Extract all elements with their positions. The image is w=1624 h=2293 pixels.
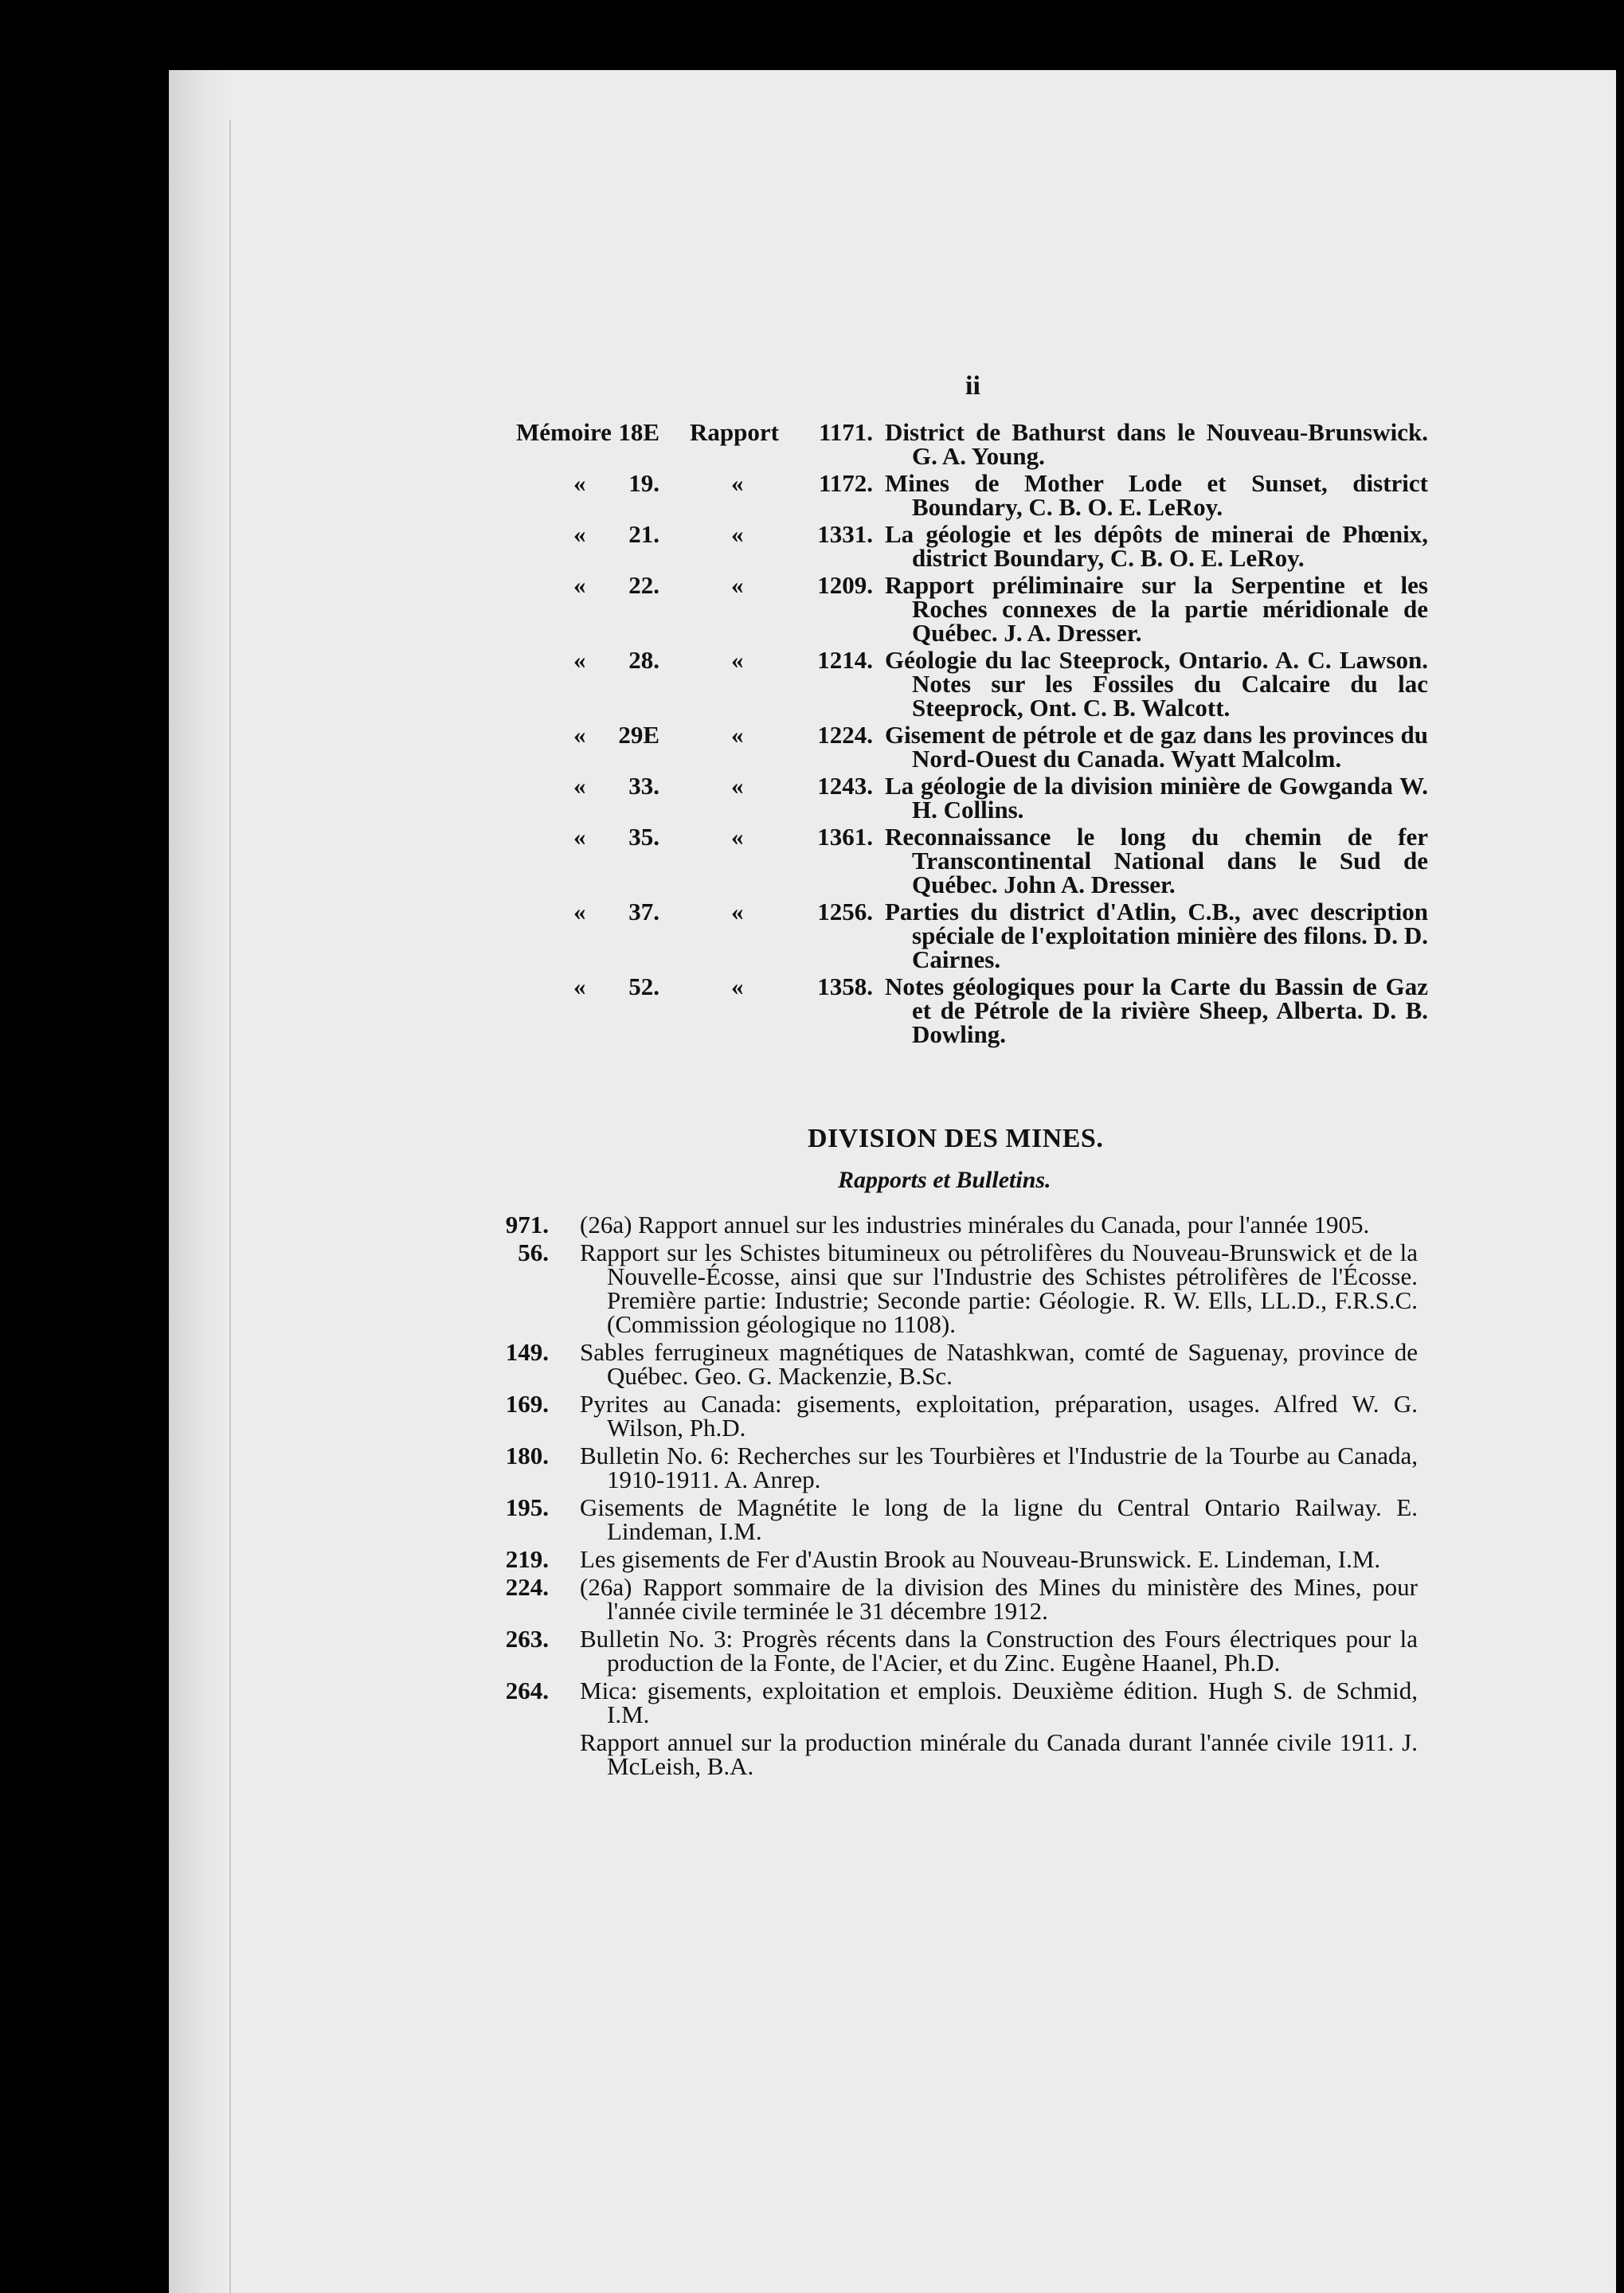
bulletin-text: Bulletin No. 6: Recherches sur les Tourbières et l'Industrie de la Tourbe au Canada, 1910-1911. A. Anrep.: [580, 1442, 1418, 1493]
ditto-mark: «: [573, 972, 586, 1000]
memoire-row: [516, 825, 1428, 897]
bulletin-text: Gisements de Magnétite le long de la ligne du Central Ontario Railway. E. Lindeman, I.M.: [580, 1493, 1418, 1545]
memoire-row: [516, 972, 1428, 1048]
rapport-number: 1243.: [817, 772, 873, 800]
bulletin-number: 219.: [505, 1545, 549, 1573]
rapport-number: 1358.: [817, 972, 873, 1000]
memoire-row: [516, 774, 1428, 822]
ditto-mark: «: [731, 898, 744, 925]
memoire-row: [516, 900, 1428, 972]
bulletin-item: [498, 1679, 1418, 1727]
memoire-row: [516, 522, 1428, 570]
ditto-mark: «: [573, 520, 586, 548]
ditto-mark: «: [731, 721, 744, 749]
rapport-number: 1331.: [817, 520, 873, 548]
rapport-number: 1171.: [818, 418, 873, 446]
bulletin-item: [498, 1392, 1418, 1440]
memoire-description: Notes géologiques pour la Carte du Bassin de Gaz et de Pétrole de la rivière Sheep, Alberta. D. B. Dowling.: [885, 972, 1428, 1048]
memoire-description: La géologie et les dépôts de minerai de Phœnix, district Boundary, C. B. O. E. LeRoy.: [885, 520, 1428, 572]
rapport-number: 1224.: [817, 721, 873, 749]
bulletin-item: [498, 1627, 1418, 1675]
bulletin-number: 195.: [505, 1493, 549, 1521]
memoire-number: 35.: [628, 823, 659, 851]
memoire-number: 22.: [628, 571, 659, 599]
rapport-number: 1209.: [817, 571, 873, 599]
bulletin-item: [498, 1545, 1418, 1573]
rapport-number: 1172.: [818, 469, 873, 497]
bulletin-item: [498, 1575, 1418, 1623]
memoire-series: Mémoire: [516, 418, 612, 446]
memoire-number: 33.: [628, 772, 659, 800]
memoire-description: Rapport préliminaire sur la Serpentine et les Roches connexes de la partie méridionale de Québec. J. A. Dresser.: [885, 571, 1428, 647]
memoire-number: 18E: [618, 418, 659, 446]
memoire-description: Géologie du lac Steeprock, Ontario. A. C. Lawson. Notes sur les Fossiles du Calcaire du lac Steeprock, Ont. C. B. Walcott.: [885, 646, 1428, 722]
ditto-mark: «: [573, 571, 586, 599]
memoire-number: 21.: [628, 520, 659, 548]
section-heading: DIVISION DES MINES.: [808, 1124, 1104, 1153]
bulletin-item: [498, 1444, 1418, 1492]
bulletin-number: 180.: [505, 1442, 549, 1469]
bulletin-number: 56.: [518, 1238, 549, 1266]
section-subheading: Rapports et Bulletins.: [838, 1167, 1051, 1193]
ditto-mark: «: [731, 972, 744, 1000]
ditto-mark: «: [731, 823, 744, 851]
memoire-number: 52.: [628, 972, 659, 1000]
bulletin-text: Bulletin No. 3: Progrès récents dans la Construction des Fours électriques pour la production de la Fonte, de l'Acier, et du Zinc. Eugène Haanel, Ph.D.: [580, 1625, 1418, 1677]
bulletin-number: 224.: [505, 1573, 549, 1601]
bulletin-item: [498, 1493, 1418, 1545]
ditto-mark: «: [573, 823, 586, 851]
bulletin-number: 264.: [505, 1677, 549, 1704]
bulletin-text: Rapport annuel sur la production minérale du Canada durant l'année civile 1911. J. McLeish, B.A.: [580, 1728, 1418, 1780]
memoire-description: La géologie de la division minière de Gowganda W. H. Collins.: [885, 772, 1428, 824]
memoire-number: 19.: [628, 469, 659, 497]
memoire-number: 29E: [618, 721, 659, 749]
memoire-description: Reconnaissance le long du chemin de fer Transcontinental National dans le Sud de Québec. John A. Dresser.: [885, 823, 1428, 898]
ditto-mark: «: [731, 520, 744, 548]
bulletin-item: [498, 1238, 1418, 1338]
ditto-mark: «: [573, 772, 586, 800]
binding-line: [229, 119, 231, 2293]
bulletin-number: 169.: [505, 1390, 549, 1418]
ditto-mark: «: [573, 646, 586, 674]
bulletin-item: [498, 1728, 1418, 1780]
bulletin-text: Sables ferrugineux magnétiques de Natashkwan, comté de Saguenay, province de Québec. Geo. G. Mackenzie, B.Sc.: [580, 1338, 1418, 1390]
bulletin-text: Mica: gisements, exploitation et emplois. Deuxième édition. Hugh S. de Schmid, I.M.: [580, 1677, 1418, 1728]
bulletin-number: 263.: [505, 1625, 549, 1653]
bulletin-item: [498, 1213, 1418, 1237]
bulletin-text: (26a) Rapport sommaire de la division des Mines du ministère des Mines, pour l'année civile terminée le 31 décembre 1912.: [580, 1573, 1418, 1625]
memoire-description: Mines de Mother Lode et Sunset, district Boundary, C. B. O. E. LeRoy.: [885, 469, 1428, 521]
rapport-number: 1361.: [817, 823, 873, 851]
ditto-mark: «: [731, 571, 744, 599]
memoire-row: [516, 469, 1428, 521]
ditto-mark: «: [731, 646, 744, 674]
memoire-description: District de Bathurst dans le Nouveau-Brunswick. G. A. Young.: [885, 418, 1428, 470]
memoire-number: 37.: [628, 898, 659, 925]
rapport-number: 1214.: [817, 646, 873, 674]
memoire-row: [516, 418, 1428, 470]
rapport-number: 1256.: [817, 898, 873, 925]
bulletin-item: [498, 1340, 1418, 1388]
ditto-mark: «: [573, 469, 586, 497]
ditto-mark: «: [731, 469, 744, 497]
ditto-mark: «: [573, 898, 586, 925]
ditto-mark: «: [731, 772, 744, 800]
bulletin-number: 971.: [505, 1211, 549, 1238]
bulletin-text: (26a) Rapport annuel sur les industries minérales du Canada, pour l'année 1905.: [580, 1211, 1370, 1238]
memoire-number: 28.: [628, 646, 659, 674]
rapport-label: Rapport: [690, 418, 779, 446]
bulletin-text: Rapport sur les Schistes bitumineux ou pétrolifères du Nouveau-Brunswick et de la Nouvelle-Écosse, ainsi que sur l'Industrie des Schistes pétrolifères de l'Écosse. Première partie: Industrie; Seconde partie: Géologie. R. W. Ells, LL.D., F.R.S.C. (Commission géologique no 1108).: [580, 1238, 1418, 1338]
ditto-mark: «: [573, 721, 586, 749]
bulletin-text: Pyrites au Canada: gisements, exploitation, préparation, usages. Alfred W. G. Wilson, Ph.D.: [580, 1390, 1418, 1442]
page-edge-shadow: [169, 70, 229, 2293]
memoire-row: [516, 723, 1428, 771]
memoire-row: [516, 573, 1428, 645]
memoire-description: Gisement de pétrole et de gaz dans les provinces du Nord-Ouest du Canada. Wyatt Malcolm.: [885, 721, 1428, 773]
memoire-row: [516, 648, 1428, 720]
memoire-description: Parties du district d'Atlin, C.B., avec description spéciale de l'exploitation minière des filons. D. D. Cairnes.: [885, 898, 1428, 973]
bulletin-list: [498, 1213, 1418, 1782]
page-number: ii: [965, 371, 980, 401]
memoire-list: [516, 418, 1428, 1050]
bulletin-number: 149.: [505, 1338, 549, 1366]
bulletin-text: Les gisements de Fer d'Austin Brook au Nouveau-Brunswick. E. Lindeman, I.M.: [580, 1545, 1381, 1573]
